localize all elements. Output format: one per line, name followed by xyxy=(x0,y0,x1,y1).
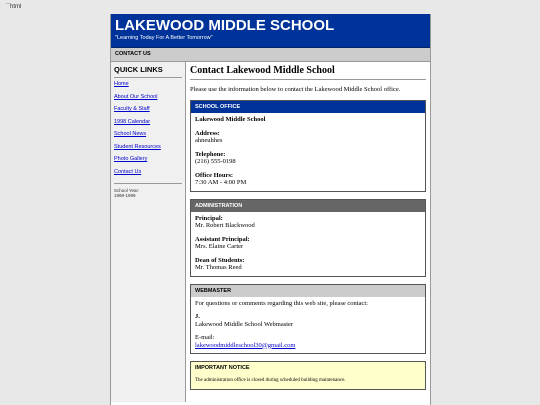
webmaster-box xyxy=(190,284,426,355)
dean-label: Dean of Students: xyxy=(195,256,245,264)
school-name: Lakewood Middle School xyxy=(195,116,266,123)
webmaster-heading: WEBMASTER xyxy=(191,285,425,297)
webmaster-intro: For questions or comments regarding this web site, please contact: xyxy=(195,299,368,307)
sidebar-link-gallery[interactable]: Photo Gallery xyxy=(114,156,148,162)
intro-text: Please use the information below to contact the Lakewood Middle School office. xyxy=(190,86,401,93)
administration-heading: ADMINISTRATION xyxy=(191,200,425,212)
sidebar-link-resources[interactable]: Student Resources xyxy=(114,143,161,150)
sidebar-divider xyxy=(114,183,182,184)
sidebar-link-about[interactable]: About Our School xyxy=(114,93,158,100)
site-header xyxy=(111,14,430,48)
stray-code-text: ``html xyxy=(6,4,22,10)
assistant-principal-value: Mrs. Elaine Carter xyxy=(195,243,244,250)
webmaster-email-link[interactable]: lakewoodmiddleschool30@gmail.com xyxy=(195,341,296,349)
sidebar-link-news[interactable]: School News xyxy=(114,131,147,137)
address-label: Address: xyxy=(195,129,220,137)
telephone-value: (216) 555-0198 xyxy=(195,158,236,165)
important-notice-text: The administration office is closed during scheduled building maintenance. xyxy=(195,378,346,383)
sidebar-title: QUICK LINKS xyxy=(114,65,182,78)
sidebar-link-contact[interactable]: Contact Us xyxy=(114,168,142,175)
topnav-contact-label: CONTACT US xyxy=(115,51,151,57)
sidebar-link-calendar[interactable]: 1998 Calendar xyxy=(114,118,151,125)
page-title: Contact Lakewood Middle School xyxy=(190,65,426,80)
site-title: LAKEWOOD MIDDLE SCHOOL xyxy=(115,17,335,34)
school-office-heading: SCHOOL OFFICE xyxy=(191,101,425,113)
address-value: ahneuhhes xyxy=(195,137,223,144)
sidebar-link-home[interactable]: Home xyxy=(114,81,129,87)
sidebar-link-faculty[interactable]: Faculty & Staff xyxy=(114,106,150,112)
assistant-principal-label: Assistant Principal: xyxy=(195,235,250,243)
school-office-box xyxy=(190,100,426,192)
dean-value: Mr. Thomas Reed xyxy=(195,264,242,271)
main-content xyxy=(186,62,430,402)
page-container xyxy=(110,14,431,405)
webmaster-initial: J. xyxy=(195,313,200,320)
principal-label: Principal: xyxy=(195,214,223,222)
school-year-label: School Year: xyxy=(114,187,140,193)
principal-value: Mr. Robert Blackwood xyxy=(195,222,255,229)
telephone-label: Telephone: xyxy=(195,150,226,158)
administration-box xyxy=(190,199,426,277)
important-notice-box xyxy=(190,361,426,390)
school-year-value: 1998-1999 xyxy=(114,192,136,198)
webmaster-role: Lakewood Middle School Webmaster xyxy=(195,320,294,328)
top-nav-bar xyxy=(111,48,430,62)
office-hours-label: Office Hours: xyxy=(195,171,234,179)
email-label: E-mail: xyxy=(195,334,215,341)
important-notice-heading: IMPORTANT NOTICE xyxy=(191,362,425,374)
sidebar xyxy=(111,62,186,402)
site-tagline: "Learning Today For A Better Tomorrow" xyxy=(115,35,213,41)
office-hours-value: 7:30 AM - 4:00 PM xyxy=(195,179,247,186)
